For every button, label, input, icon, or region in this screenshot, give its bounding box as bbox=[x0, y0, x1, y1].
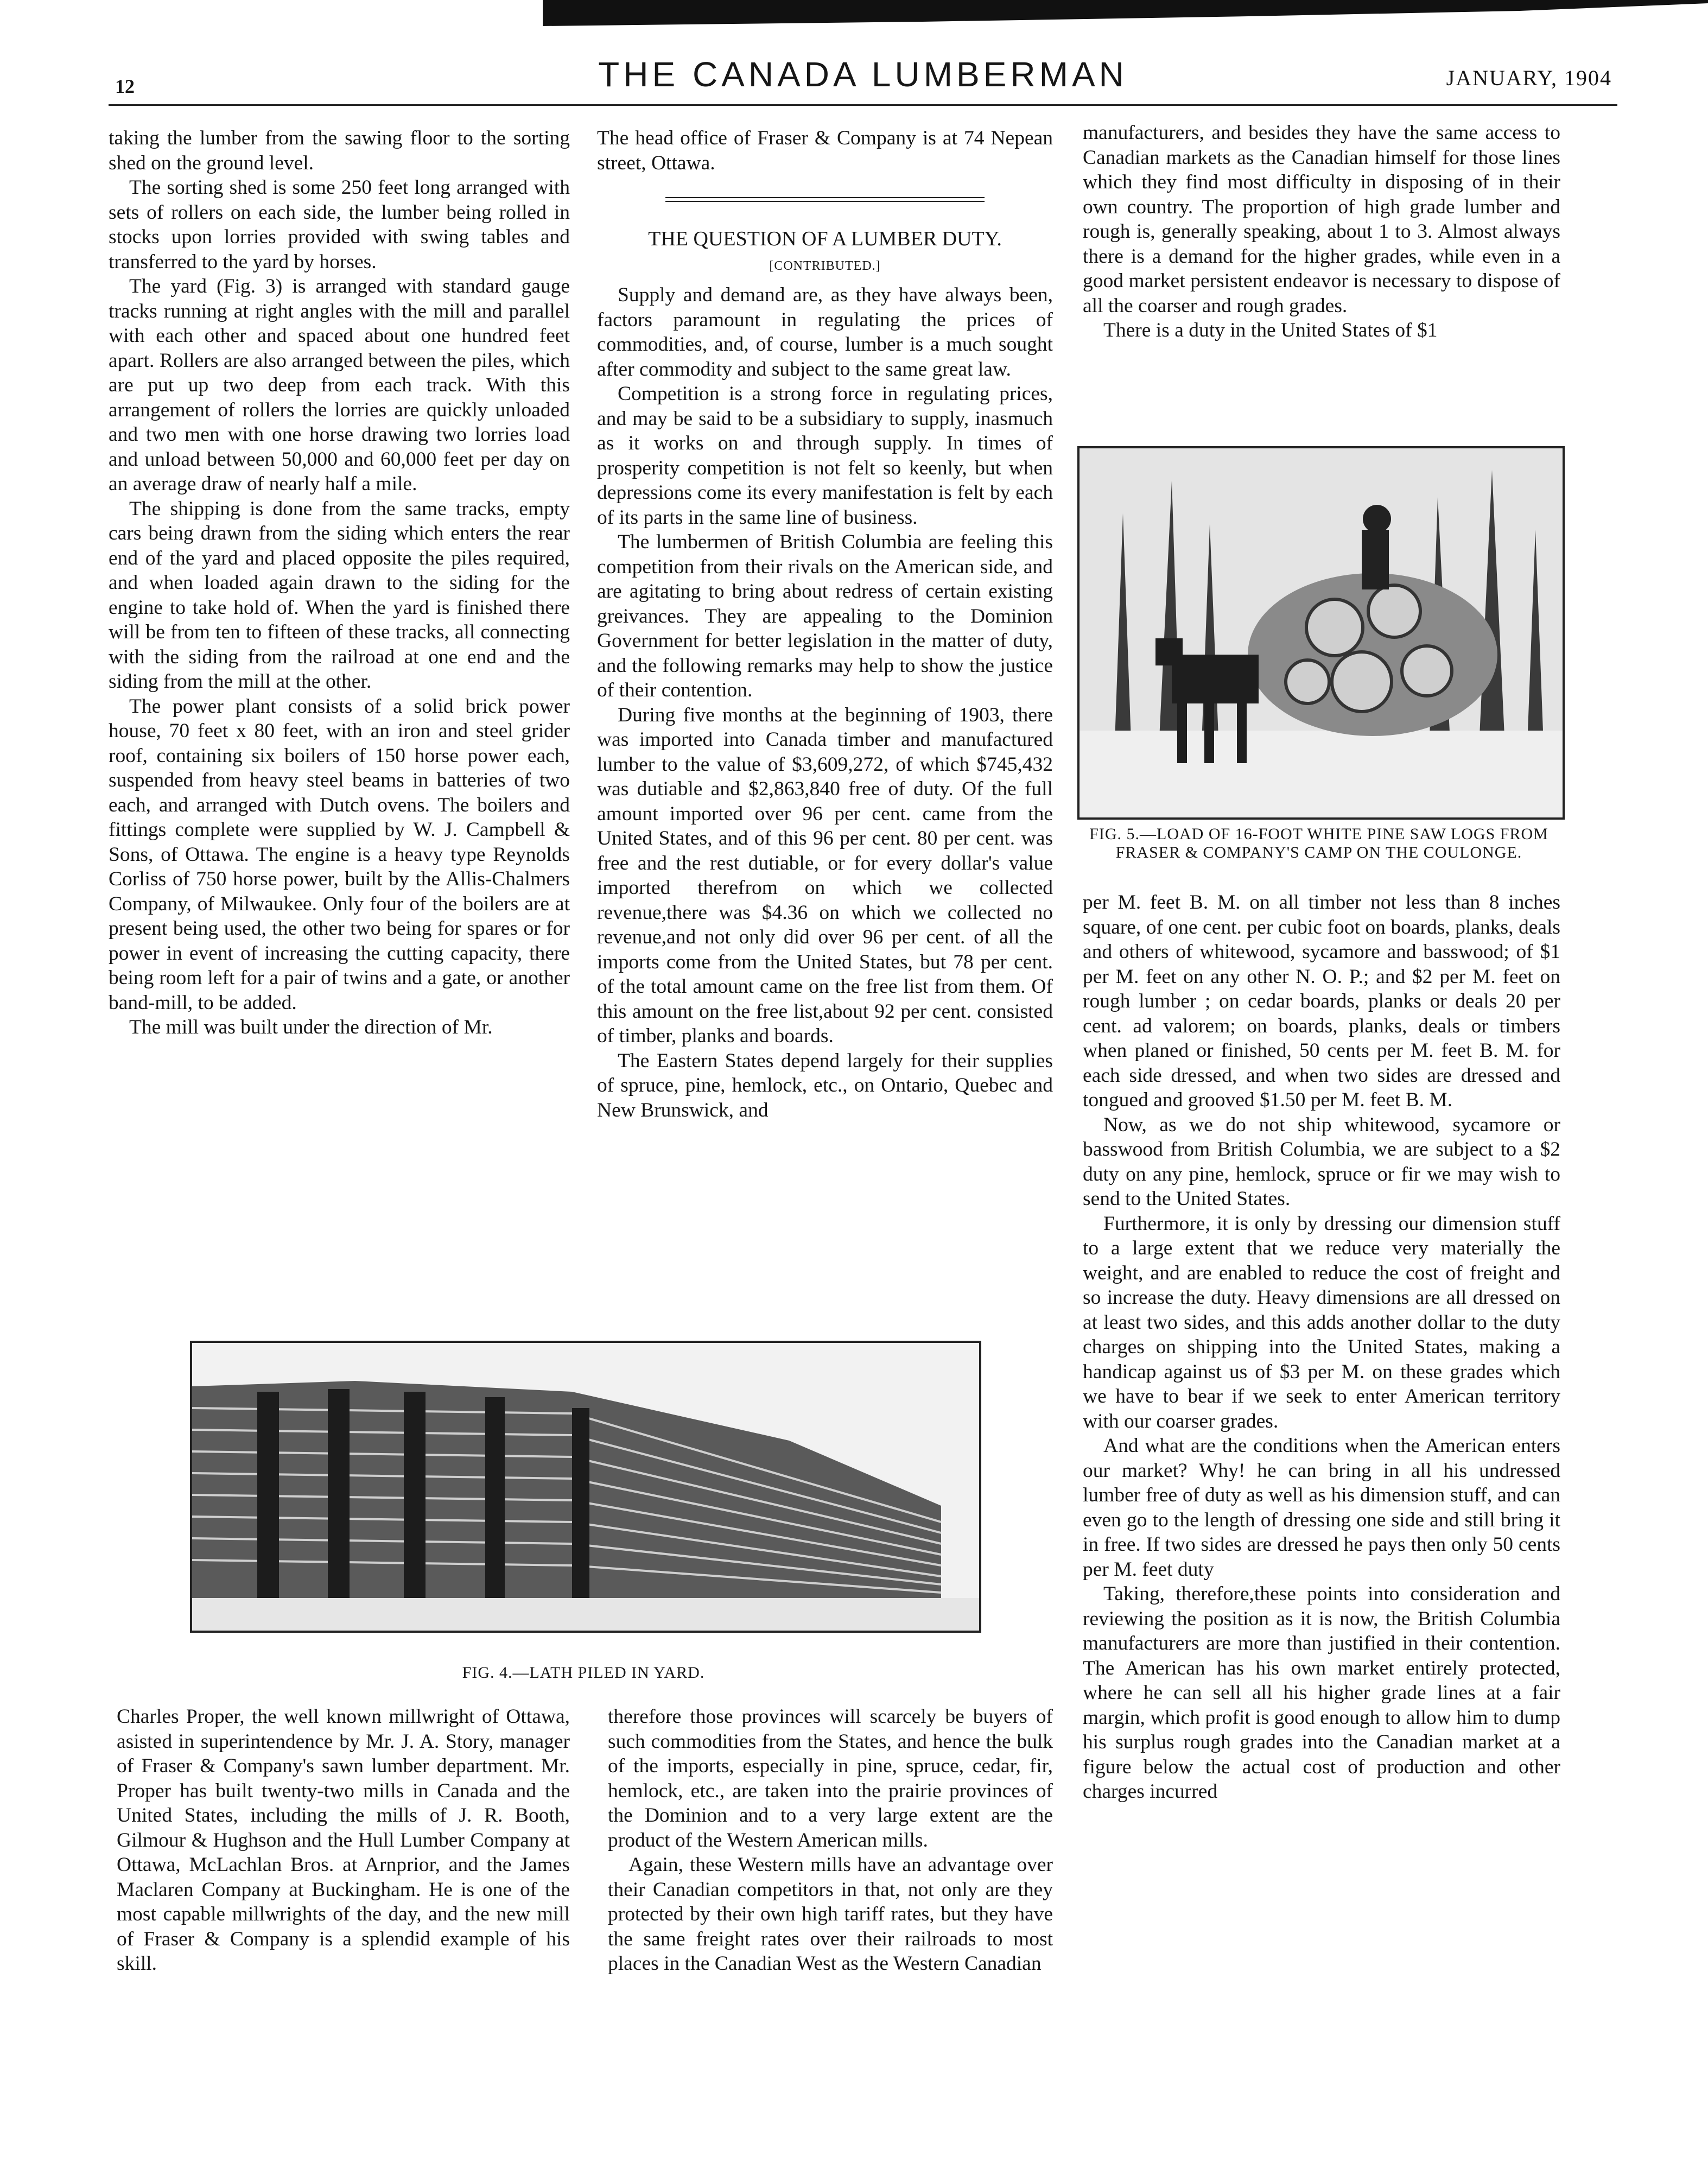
paragraph: During five months at the beginning of 1903, there was imported into Canada timber and manufactured lumber to the value of $3,609,272, of which $745,432 was dutiable and $2,863,840 free of duty. Of the full amount imported over 96 per cent. came from the United States, and of this 96 per cent. 80 per cent. was free and the rest dutiable, or for every dollar's value imported therefrom on which we collected revenue,there was $4.36 on which we collected no revenue,and not only did over 96 per cent. of all the imports come from the United States, but 78 per cent. of the total amount came on the free list from them. Of this amount on the free list,about 92 per cent. consisted of timber, planks and boards. bbox=[597, 703, 1053, 1047]
article-heading: THE QUESTION OF A LUMBER DUTY. bbox=[648, 227, 1002, 250]
column-2 bbox=[597, 126, 1053, 1123]
paragraph: Now, as we do not ship whitewood, sycamore or basswood from British Columbia, we are subject to a $2 duty on any pine, hemlock, spruce or fir we may wish to send to the United States. bbox=[1083, 1113, 1560, 1210]
paragraph: therefore those provinces will scarcely be buyers of such commodities from the States, and hence the bulk of the imports, especially in pine, spruce, cedar, fir, hemlock, etc., are taken into the prairie provinces of the Dominion and to a very large extent are the product of the Western American mills. bbox=[608, 1705, 1053, 1851]
paragraph: There is a duty in the United States of $1 bbox=[1103, 319, 1438, 341]
paragraph: Taking, therefore,these points into consideration and reviewing the position as it is now, the British Columbia manufacturers are more than justified in their contention. The American has his own market entirely protected, where he can sell all his higher grade lines at a fair margin, which profit is good enough to allow him to dump his surplus rough grades into the Canadian market at a figure below the actual cost of production and other charges incurred bbox=[1083, 1583, 1560, 1803]
paragraph: The sorting shed is some 250 feet long arranged with sets of rollers on each side, the lumber being rolled in stocks upon lorries provided with swing tables and transferred to the yard by horses. bbox=[109, 176, 570, 273]
page-number: 12 bbox=[115, 75, 135, 97]
fig5-caption: FIG. 5.—LOAD OF 16-FOOT WHITE PINE SAW LOGS FROM FRASER & COMPANY'S CAMP ON THE COULONGE. bbox=[1089, 825, 1548, 861]
page-header bbox=[109, 54, 1617, 103]
masthead-title: THE CANADA LUMBERMAN bbox=[598, 55, 1128, 94]
paragraph: The shipping is done from the same tracks, empty cars being drawn from the siding which enters the rear end of the yard and placed opposite the piles required, and when loaded again drawn to the siding for the engine to take hold of. When the yard is finished there will be from ten to fifteen of these tracks, all connecting with the siding from the railroad at one end and the siding from the mill at the other. bbox=[109, 497, 570, 693]
column-2-lower bbox=[608, 1704, 1053, 1976]
lath-piles-illustration bbox=[192, 1343, 979, 1631]
fig4-photo bbox=[190, 1341, 981, 1633]
paragraph: The mill was built under the direction of Mr. bbox=[129, 1016, 493, 1038]
paragraph: Competition is a strong force in regulating prices, and may be said to be a subsidiary to supply, inasmuch as it works on and through supply. In times of prosperity competition is not felt so keenly, but when depressions come its every manifestation is felt by each of its parts in the same line of business. bbox=[597, 383, 1053, 529]
paragraph: per M. feet B. M. on all timber not less than 8 inches square, of one cent. per cubic foot on boards, planks, deals and others of whitewood, sycamore and basswood; of $1 per M. feet on any other N. O. P.; and $2 per M. feet on rough lumber ; on cedar boards, planks or deals 20 per cent. ad valorem; on boards, planks, deals or timbers when planed or finished, 50 cents per M. feet B. M. for each side dressed, and when two sides are dressed and tongued and grooved $1.50 per M. feet B. M. bbox=[1083, 891, 1560, 1111]
column-1 bbox=[109, 126, 570, 1040]
header-rule bbox=[109, 104, 1617, 106]
paragraph: The yard (Fig. 3) is arranged with standard gauge tracks running at right angles with the mill and parallel with each other and spaced about one hundred feet apart. Rollers are also arranged between the piles, which are put up two deep from each track. With this arrangement of rollers the lorries are quickly unloaded and two men with one horse drawing two lorries load and unload between 50,000 and 60,000 feet per day on an average draw of nearly half a mile. bbox=[109, 275, 570, 495]
paragraph: Furthermore, it is only by dressing our dimension stuff to a large extent that we reduce very materially the weight, and are enabled to reduce the cost of freight and so increase the duty. Heavy dimensions are all dressed on at least two sides, and this adds another dollar to the duty charges on shipping into the United States, making a handicap against us of $3 per M. on these grades which we have to bear if we seek to enter American territory with our coarser grades. bbox=[1083, 1212, 1560, 1432]
log-load-illustration bbox=[1080, 448, 1563, 817]
paragraph: Supply and demand are, as they have always been, factors paramount in regulating the prices of commodities, and, of course, lumber is a much sought after commodity and subject to the same great law. bbox=[597, 284, 1053, 381]
fig5-photo bbox=[1077, 446, 1565, 820]
section-separator bbox=[665, 197, 985, 202]
paragraph: Again, these Western mills have an advantage over their Canadian competitors in that, not only are they protected by their own high tariff rates, but they have the same freight rates over their railroads to most places in the Canadian West as the Western Canadian bbox=[608, 1854, 1053, 1975]
paragraph: The head office of Fraser & Company is at 74 Nepean street, Ottawa. bbox=[597, 127, 1053, 174]
paragraph: manufacturers, and besides they have the same access to Canadian markets as the Canadian himself for those lines which they find most difficulty in disposing of in their own country. The proportion of high grade lumber and rough is, generally speaking, about 1 to 3. Almost always there is a demand for the higher grades, while even in a good market persistent endeavor is necessary to dispose of all the coarser and rough grades. bbox=[1083, 122, 1560, 317]
column-1-lower bbox=[117, 1704, 570, 1976]
paragraph: Charles Proper, the well known millwright of Ottawa, asisted in superintendence by Mr. J. A. Story, manager of Fraser & Company's sawn lumber department. Mr. Proper has built twenty-two mills in Canada and the United States, including the mills of J. R. Booth, Gilmour & Hughson and the Hull Lumber Company at Ottawa, McLachlan Bros. at Arnprior, and the James Maclaren Company at Buckingham. He is one of the most capable millwrights of the day, and the new mill of Fraser & Company is a splendid example of his skill. bbox=[117, 1705, 570, 1975]
column-3-lower bbox=[1083, 890, 1560, 1804]
article-subheading: [CONTRIBUTED.] bbox=[769, 258, 881, 273]
issue-date: JANUARY, 1904 bbox=[1446, 66, 1612, 90]
paragraph: The lumbermen of British Columbia are feeling this competition from their rivals on the American side, and are agitating to bring about redress of certain existing greivances. They are appealing to the Dominion Government for better legislation in the matter of duty, and the following remarks may help to show the justice of their contention. bbox=[597, 531, 1053, 701]
scan-edge-band bbox=[543, 0, 1708, 28]
column-3-upper bbox=[1083, 121, 1560, 343]
fig4-caption: FIG. 4.—LATH PILED IN YARD. bbox=[462, 1664, 705, 1682]
paragraph: And what are the conditions when the American enters our market? Why! he can bring in all his undressed lumber free of duty as well as his dimension stuff, and can even go to the length of dressing one side and still bring it in free. If two sides are dressed he pays then only 50 cents per M. feet duty bbox=[1083, 1435, 1560, 1581]
paragraph: taking the lumber from the sawing floor to the sorting shed on the ground level. bbox=[109, 127, 570, 174]
paragraph: The Eastern States depend largely for their supplies of spruce, pine, hemlock, etc., on Ontario, Quebec and New Brunswick, and bbox=[597, 1049, 1053, 1121]
paragraph: The power plant consists of a solid brick power house, 70 feet x 80 feet, with an iron and steel grider roof, containing six boilers of 150 horse power each, suspended from heavy steel beams in batteries of two each, and arranged with Dutch ovens. The boilers and fittings complete were supplied by W. J. Campbell & Sons, of Ottawa. The engine is a heavy type Reynolds Corliss of 750 horse power, built by the Allis-Chalmers Company, of Milwaukee. Only four of the boilers are at present being used, the other two being for spares or for power in event of increasing the cutting capacity, there being room left for a pair of twins and a gate, or another band-mill, to be added. bbox=[109, 695, 570, 1014]
